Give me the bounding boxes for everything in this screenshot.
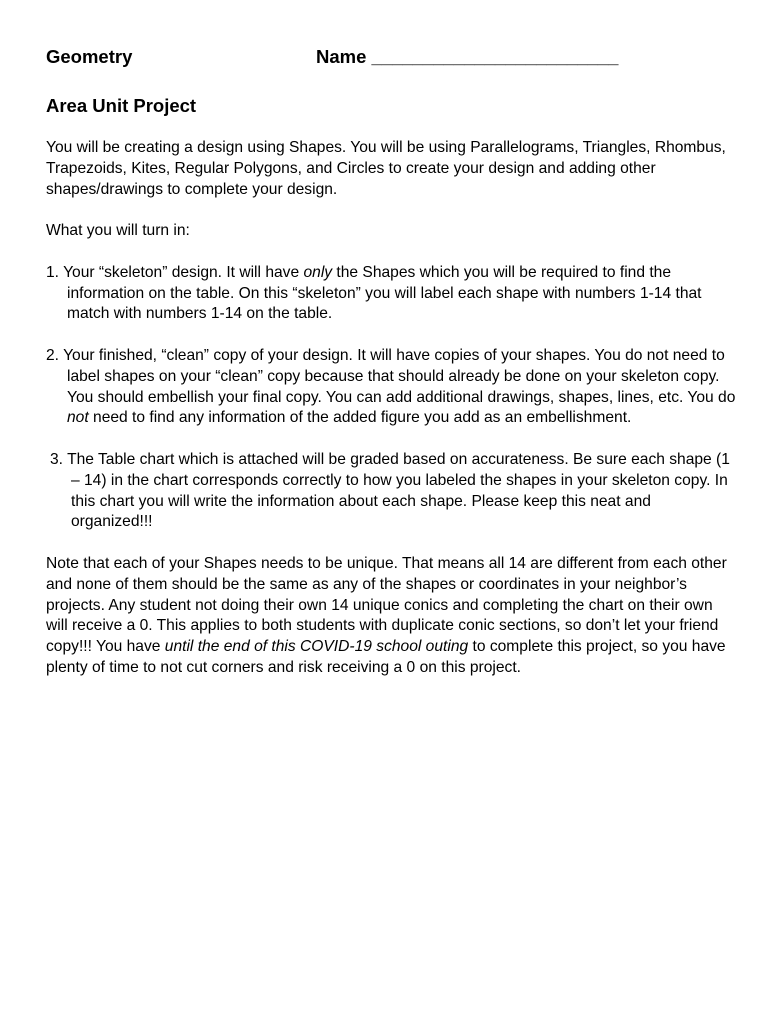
list-item-emphasis: only (303, 263, 333, 281)
list-item-number: 3. (50, 450, 64, 468)
note-text-after: to complete this project, so you have plenty of time to not cut corners and risk receiving a 0 on this project. (46, 638, 726, 676)
note-paragraph (46, 554, 736, 679)
list-item-text-after: the Shapes which you will be required to find the information on the table. On this “skeleton” you will label each shape with numbers 1-14 that match with numbers 1-14 on the table. (67, 263, 702, 323)
note-emphasis: until the end of this COVID-19 school outing (164, 638, 469, 656)
subject-heading: Geometry (46, 46, 133, 67)
list-item-3 (46, 450, 736, 533)
list-item-emphasis: not (67, 409, 89, 427)
list-item-text: The Table chart which is attached will be graded based on accurateness. Be sure each shape (1 – 14) in the chart corresponds correctly to how you labeled the shapes in your skeleton copy. In this chart you will write the information about each shape. Please keep this neat and organized!!! (67, 450, 730, 531)
list-item-2 (46, 346, 736, 429)
intro-paragraph: You will be creating a design using Shapes. You will be using Parallelograms, Triangles, Rhombus, Trapezoids, Kites, Regular Polygons, and Circles to create your design and adding other shapes/drawings to complete your design. (46, 139, 726, 198)
list-item-1 (46, 263, 736, 325)
note-text-before: Note that each of your Shapes needs to be unique. That means all 14 are different from each other and none of them should be the same as any of the shapes or coordinates in your neighbor’s projects. Any student not doing their own 14 unique conics and completing the chart on their own will receive a 0. This applies to both students with duplicate conic sections, so don’t let your friend copy!!! You have (46, 554, 727, 656)
list-item-text-before: Your “skeleton” design. It will have (63, 263, 304, 281)
turn-in-heading: What you will turn in: (46, 222, 190, 240)
page-title: Area Unit Project (46, 95, 197, 116)
list-item-text-before: Your finished, “clean” copy of your design. It will have copies of your shapes. You do not need to label shapes on your “clean” copy because that should already be done on your skeleton copy. You should embellish your final copy. You can add additional drawings, shapes, lines, etc. You do (63, 346, 736, 406)
name-field: Name ________________________ (316, 46, 619, 67)
document-header (46, 46, 728, 70)
list-item-number: 2. (46, 346, 60, 364)
list-item-text-after: need to find any information of the added figure you add as an embellishment. (88, 409, 632, 427)
document-body (46, 138, 736, 700)
list-item-number: 1. (46, 263, 60, 281)
